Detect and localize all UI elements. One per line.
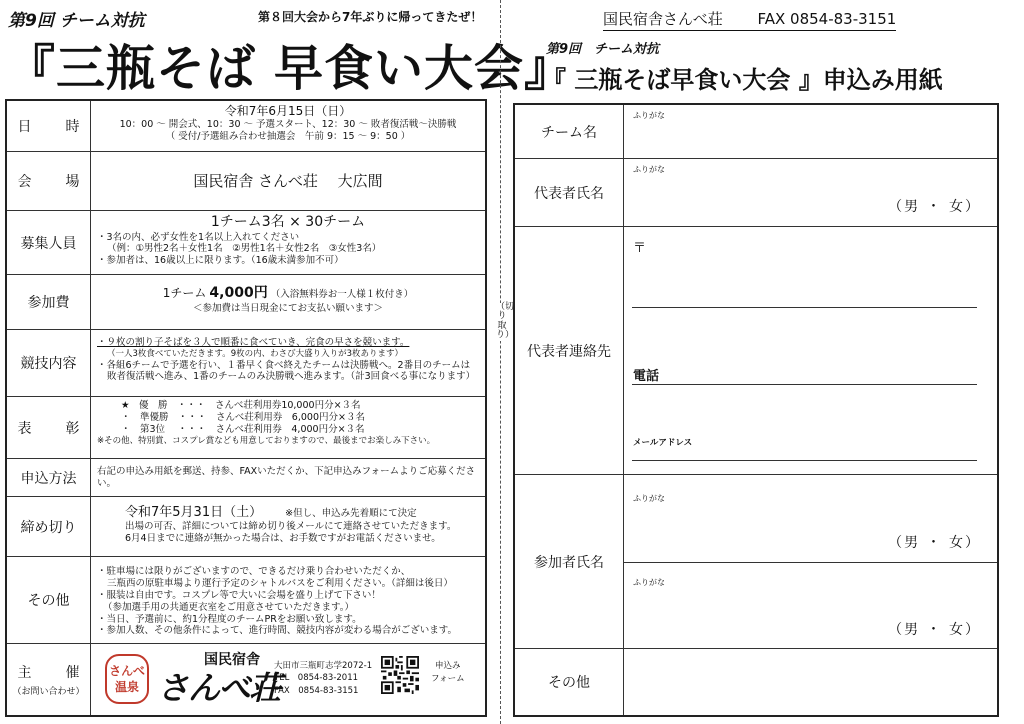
row-label: その他 <box>515 649 624 715</box>
cut-line <box>500 0 503 724</box>
row-label: 参加費 <box>7 275 91 329</box>
apply-text: 右記の申込み用紙を郵送、持参、FAXいただくか、下記申込みフォームよりご応募ください。 <box>97 465 476 489</box>
fax-recipient: 国民宿舎さんべ荘 <box>603 10 723 28</box>
row-other-notes <box>515 649 997 715</box>
contest-line: （一人3枚食べていただきます。9枚の内、わさび大盛り入りが3枚あります） <box>107 348 404 359</box>
row-organizer <box>7 644 485 715</box>
edition-label: 第9回 チーム対抗 <box>8 11 145 31</box>
row-label: 参加者氏名 <box>515 475 624 648</box>
organizer-fax: FAX 0854-83-3151 <box>274 685 359 696</box>
furigana-label: ふりがな <box>633 494 665 503</box>
form-edition: 第9回 チーム対抗 <box>546 42 660 57</box>
row-value <box>91 459 485 496</box>
other-notes-field[interactable] <box>624 649 997 715</box>
row-value <box>91 101 485 151</box>
contest-line: ・各組6チームで予選を行い、１番早く食べ終えたチームは決勝戦へ。2番目のチームは <box>97 359 471 371</box>
flyer-header <box>6 4 575 97</box>
row-label: その他 <box>7 557 91 643</box>
fax-number: FAX 0854-83-3151 <box>757 10 897 28</box>
contest-line: ・９枚の割り子そばを３人で順番に食べていき、完食の早さを競います。 <box>97 337 410 348</box>
fee-note: （入浴無料券お一人様１枚付き） <box>270 289 414 300</box>
participant-2-field[interactable] <box>624 563 997 649</box>
gender-select[interactable]: （男 ・ 女） <box>888 622 981 638</box>
award-line: ・ 準優勝 ・・・ さんべ荘利用券 6,000円分×３名 <box>121 411 365 423</box>
furigana-label: ふりがな <box>633 111 665 120</box>
row-label: チーム名 <box>515 105 624 158</box>
award-note: ※その他、特別賞、コスプレ賞なども用意しておりますので、最後までお楽しみ下さい。 <box>97 435 436 446</box>
reception-text: （ 受付/予選組み合わせ抽選会 午前 9：15 ～ 9：50 ） <box>165 130 411 142</box>
organizer-contact <box>274 660 372 697</box>
row-value <box>91 152 485 210</box>
other-line: ・参加人数、その他条件によって、進行時間、競技内容が変わる場合がございます。 <box>97 625 458 637</box>
cut-label: （切り取り） <box>496 302 515 341</box>
award-line: ★ 優 勝 ・・・ さんべ荘利用券10,000円分×３名 <box>121 400 361 411</box>
row-recruit <box>7 211 485 275</box>
row-value <box>91 211 485 274</box>
other-line: ・駐車場には限りがございますので、できるだけ乗り合わせいただくか、 <box>97 566 411 577</box>
recruit-line: ・3名の内、必ず女性を1名以上入れてください <box>97 231 300 243</box>
row-venue <box>7 152 485 211</box>
event-info-table <box>5 99 487 717</box>
row-label: 会 場 <box>7 152 91 210</box>
row-awards <box>7 397 485 459</box>
fee-amount: 4,000円 <box>209 285 268 301</box>
row-value <box>91 275 485 329</box>
gender-select[interactable]: （男 ・ 女） <box>888 199 981 215</box>
email-line[interactable] <box>632 460 977 461</box>
row-value <box>91 330 485 396</box>
recruit-line: （例：①男性2名＋女性1名 ②男性1名＋女性2名 ③女性3名） <box>107 243 382 255</box>
row-label: 募集人員 <box>7 211 91 274</box>
recruit-line: ・参加者は、16歳以上に限ります。（16歳未満参加不可） <box>97 255 344 267</box>
organizer-address: 大田市三瓶町志学2072-1 <box>274 661 373 671</box>
participants-block <box>624 475 997 648</box>
row-label: 申込方法 <box>7 459 91 496</box>
event-title: 『三瓶そば 早食い大会』 <box>6 40 575 97</box>
phone-line[interactable] <box>632 384 977 385</box>
other-line: 三瓶西の原駐車場より運行予定のシャトルバスをご利用ください。（詳細は後日） <box>107 577 453 589</box>
deadline-line: 出場の可否、詳細については締め切り後メールにて連絡させていただきます。 <box>125 521 457 533</box>
application-form <box>513 103 999 717</box>
row-date <box>7 101 485 152</box>
phone-label: 電話 <box>633 369 660 384</box>
recruit-headline: 1チーム3名 × 30チーム <box>210 214 366 230</box>
qr-caption: 申込み フォーム <box>431 661 465 684</box>
form-header <box>542 38 1006 98</box>
row-apply <box>7 459 485 497</box>
row-team-name <box>515 105 997 159</box>
row-other <box>7 557 485 644</box>
participant-1-field[interactable] <box>624 475 997 562</box>
other-line: ・当日、予選前に、約1分程度のチームPRをお願い致します。 <box>97 613 362 625</box>
gender-select[interactable]: （男 ・ 女） <box>888 535 981 551</box>
form-title: 『 三瓶そば早食い大会 』申込み用紙 <box>542 66 943 94</box>
representative-name-field[interactable] <box>624 159 997 226</box>
onsen-logo: さんべ 温泉 <box>105 654 149 704</box>
row-value <box>91 497 485 556</box>
row-label: 代表者氏名 <box>515 159 624 226</box>
row-label: 競技内容 <box>7 330 91 396</box>
row-label: 表 彰 <box>7 397 91 458</box>
fee-prefix: 1チーム <box>162 286 207 300</box>
deadline-line: 6月4日までに連絡が無かった場合は、お手数ですがお電話くださいませ。 <box>125 533 441 545</box>
row-participants <box>515 475 997 649</box>
row-value <box>91 397 485 458</box>
email-label: メールアドレス <box>633 438 693 448</box>
organizer-block <box>91 644 485 715</box>
row-deadline <box>7 497 485 557</box>
team-name-field[interactable] <box>624 105 997 158</box>
row-label: 主 催 （お問い合わせ） <box>7 644 91 715</box>
organizer-name: 国民宿舎 <box>204 652 260 668</box>
deadline-date: 令和7年5月31日（土） <box>125 505 263 520</box>
contact-block <box>624 227 997 474</box>
schedule-text: 10：00 ～ 開会式、10：30 ～ 予選スタート、12：30 ～ 敗者復活戦～決勝戦 <box>119 119 457 130</box>
row-value <box>91 557 485 643</box>
other-line: ・服装は自由です。コスプレ等で大いに会場を盛り上げて下さい！ <box>97 589 381 601</box>
organizer-tel: TEL 0854-83-2011 <box>274 673 359 684</box>
row-contest <box>7 330 485 397</box>
other-line: （参加選手用の共通更衣室をご用意させていただきます。） <box>103 601 354 613</box>
deadline-aside: ※但し、申込み先着順にて決定 <box>285 508 417 519</box>
tagline: 第８回大会から7年ぶりに帰ってきたぜ！ <box>258 10 483 24</box>
contest-line: 敗者復活戦へ進み、1番のチームのみ決勝戦へ進みます。（計3回食べる事になります） <box>107 371 476 383</box>
row-label: 代表者連絡先 <box>515 227 624 474</box>
row-label: 日 時 <box>7 101 91 151</box>
address-line[interactable] <box>632 307 977 308</box>
row-contact <box>515 227 997 475</box>
row-representative <box>515 159 997 227</box>
fax-header <box>603 8 896 31</box>
row-fee <box>7 275 485 330</box>
furigana-label: ふりがな <box>633 578 665 587</box>
furigana-label: ふりがな <box>633 165 665 174</box>
fee-payment: ＜参加費は当日現金にてお支払い願います＞ <box>192 302 383 314</box>
row-label: 締め切り <box>7 497 91 556</box>
award-line: ・ 第3位 ・・・ さんべ荘利用券 4,000円分×３名 <box>121 423 365 435</box>
sanbeso-brush-logo: さんべ荘 <box>157 669 281 707</box>
venue-text: 国民宿舎 さんべ荘 大広間 <box>193 171 383 190</box>
qr-code-icon[interactable] <box>381 656 419 694</box>
postal-mark: 〒 <box>633 241 647 256</box>
event-date: 令和7年6月15日（日） <box>224 104 352 118</box>
